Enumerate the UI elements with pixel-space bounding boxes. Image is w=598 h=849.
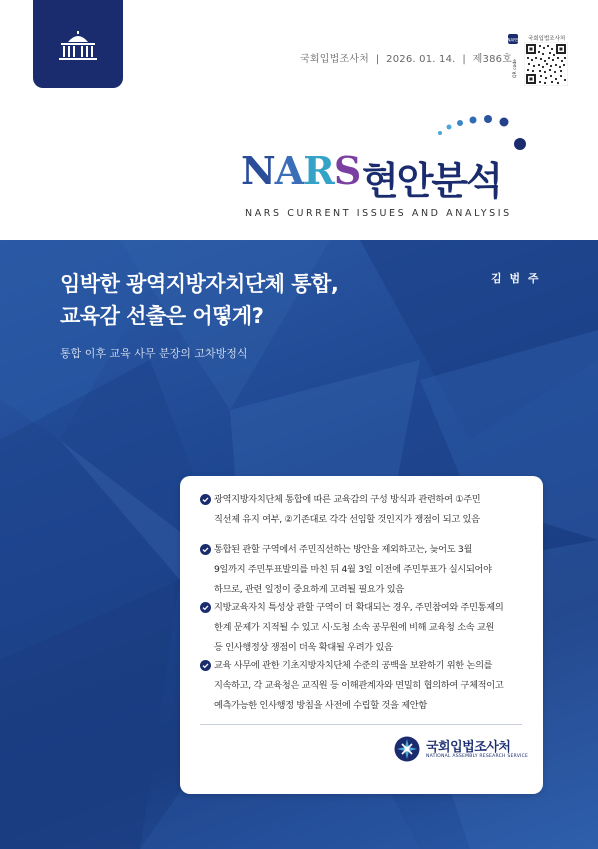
summary-item xyxy=(200,598,528,658)
summary-line: 9일까지 주민투표발의를 마친 뒤 4월 3일 이전에 주민투표가 실시되어야 xyxy=(214,564,492,575)
logo-letter-r: R xyxy=(303,148,334,193)
qr-block[interactable] xyxy=(500,28,572,90)
logo-letter-n: N xyxy=(241,148,275,193)
summary-item xyxy=(200,490,528,530)
summary-item xyxy=(200,540,528,600)
series-subtitle: NARS CURRENT ISSUES AND ANALYSIS xyxy=(245,208,512,219)
check-circle-icon xyxy=(200,544,211,555)
summary-line: 등 인사행정상 쟁점이 더욱 확대될 우려가 있음 xyxy=(214,642,393,653)
summary-line: 통합된 관할 구역에서 주민직선하는 방안을 제외하고는, 늦어도 3월 xyxy=(214,544,473,555)
summary-line: 교육 사무에 관한 기초지방자치단체 수준의 공백을 보완하기 위한 논의를 xyxy=(214,660,493,671)
qr-badge-bottom: QR code xyxy=(513,59,518,78)
publisher-name: 국회입법조사처 xyxy=(300,54,370,65)
summary-line: 하므로, 관련 일정이 중요하게 고려될 필요가 있음 xyxy=(214,584,404,595)
nars-logo xyxy=(241,148,360,193)
org-name: 국회입법조사처 xyxy=(426,740,511,755)
logo-letter-a: A xyxy=(274,148,304,193)
summary-item xyxy=(200,656,528,716)
author-name: 김 범 주 xyxy=(491,272,541,285)
summary-box xyxy=(180,476,543,794)
qr-badge-top: NARS xyxy=(507,37,519,43)
check-circle-icon xyxy=(200,660,211,671)
series-title: 현안분석 xyxy=(362,159,501,203)
national-assembly-building-icon xyxy=(55,30,101,62)
qr-title: 국회입법조사처 xyxy=(528,36,566,42)
issue-date: 2026. 01. 14. xyxy=(386,54,456,65)
nars-qr-badge-icon xyxy=(502,32,524,82)
qr-code-icon xyxy=(524,42,568,86)
logo-letter-s: S xyxy=(333,148,361,193)
summary-line: 직선제 유지 여부, ②기존대로 각각 선임할 것인지가 쟁점이 되고 있음 xyxy=(214,514,480,525)
report-title-line-2: 교육감 선출은 어떻게? xyxy=(60,304,264,328)
separator: | xyxy=(462,54,466,65)
report-title xyxy=(60,268,338,332)
report-subtitle: 통합 이후 교육 사무 분장의 고차방정식 xyxy=(60,347,248,360)
summary-line: 지속하고, 각 교육청은 교직원 등 이해관계자와 면밀히 협의하여 구체적이고 xyxy=(214,680,504,691)
issue-info xyxy=(300,50,512,65)
summary-line: 한계 문제가 지적될 수 있고 시·도청 소속 공무원에 비해 교육청 소속 교원 xyxy=(214,622,495,633)
check-circle-icon xyxy=(200,602,211,613)
summary-line: 지방교육자치 특성상 관할 구역이 더 확대되는 경우, 주민참여와 주민통제의 xyxy=(214,602,504,613)
org-name-english: NATIONAL ASSEMBLY RESEARCH SERVICE xyxy=(426,754,529,759)
summary-line: 예측가능한 인사행정 방침을 사전에 수립할 것을 제안함 xyxy=(214,700,427,711)
issue-number: 제386호 xyxy=(472,54,513,65)
summary-line: 광역지방자치단체 통합에 따른 교육감의 구성 방식과 관련하여 ①주민 xyxy=(214,494,481,505)
summary-divider xyxy=(200,724,522,725)
nars-emblem-icon xyxy=(394,736,420,762)
emblem-tab xyxy=(33,0,123,88)
report-title-line-1: 임박한 광역지방자치단체 통합, xyxy=(60,272,339,296)
separator: | xyxy=(375,54,380,65)
check-circle-icon xyxy=(200,494,211,505)
org-logo[interactable] xyxy=(394,736,534,766)
